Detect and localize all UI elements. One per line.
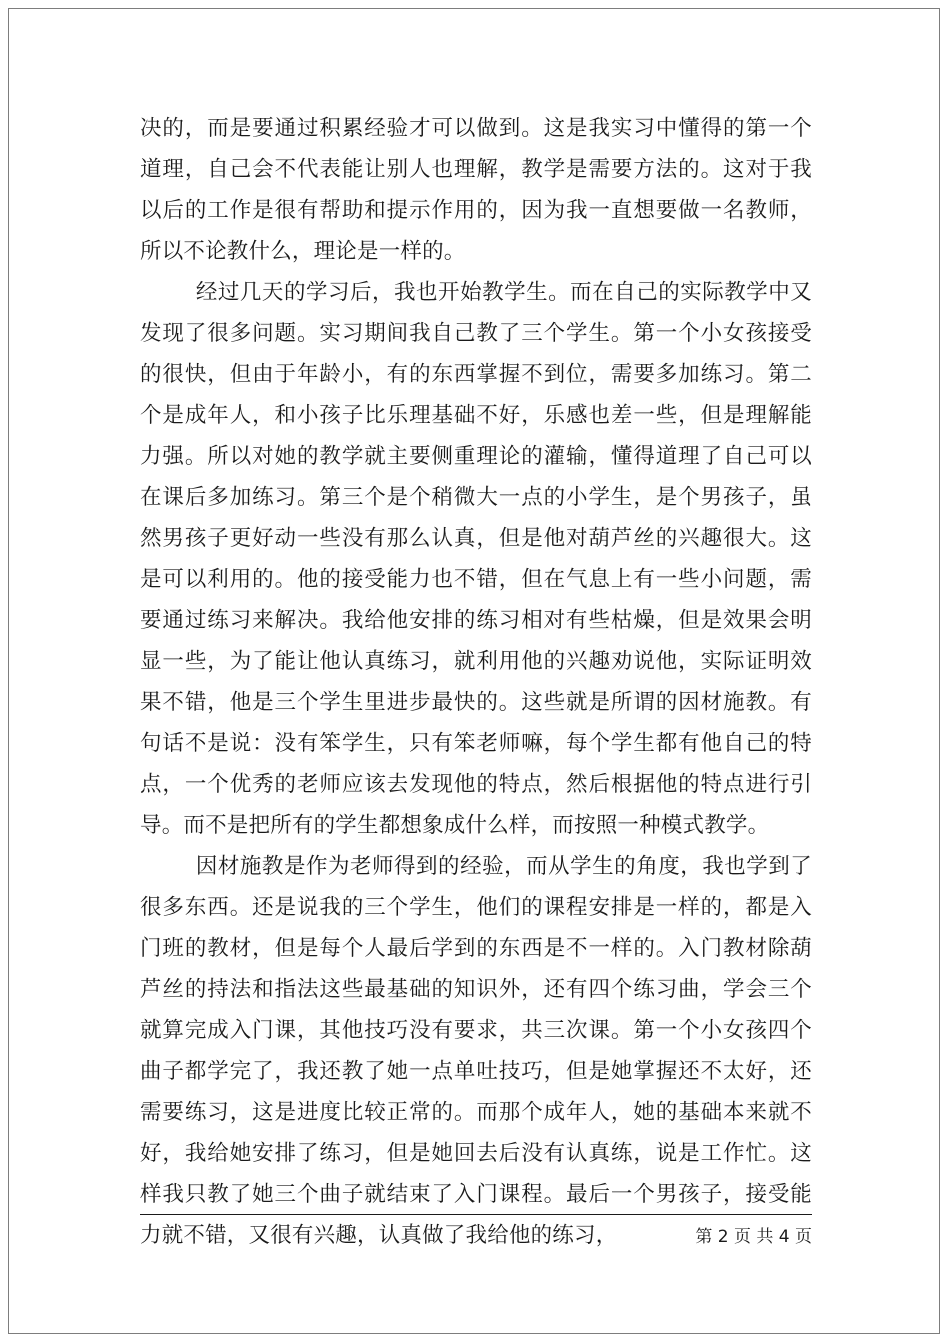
page-footer: 第 2 页 共 4 页 [695,1227,812,1247]
paragraph: 决的，而是要通过积累经验才可以做到。这是我实习中懂得的第一个道理，自己会不代表能让别人也理解，教学是需要方法的。这对于我以后的工作是很有帮助和提示作用的，因为我一直想要做一名教师，所以不论教什么，理论是一样的。 [140,116,812,264]
document-body [140,108,812,1256]
paragraph: 因材施教是作为老师得到的经验，而从学生的角度，我也学到了很多东西。还是说我的三个学生，他们的课程安排是一样的，都是入门班的教材，但是每个人最后学到的东西是不一样的。入门教材除葫芦丝的持法和指法这些最基础的知识外，还有四个练习曲，学会三个就算完成入门课，其他技巧没有要求，共三次课。第一个小女孩四个曲子都学完了，我还教了她一点单吐技巧，但是她掌握还不太好，还需要练习，这是进度比较正常的。而那个成年人，她的基础本来就不好，我给她安排了练习，但是她回去后没有认真练，说是工作忙。这样我只教了她三个曲子就结束了入门课程。最后一个男孩子，接受能力就不错，又很有兴趣，认真做了我给他的练习， [140,854,812,1248]
paragraph: 经过几天的学习后，我也开始教学生。而在自己的实际教学中又发现了很多问题。实习期间我自己教了三个学生。第一个小女孩接受的很快，但由于年龄小，有的东西掌握不到位，需要多加练习。第二个是成年人，和小孩子比乐理基础不好，乐感也差一些，但是理解能力强。所以对她的教学就主要侧重理论的灌输，懂得道理了自己可以在课后多加练习。第三个是个稍微大一点的小学生，是个男孩子，虽然男孩子更好动一些没有那么认真，但是他对葫芦丝的兴趣很大。这是可以利用的。他的接受能力也不错，但在气息上有一些小问题，需要通过练习来解决。我给他安排的练习相对有些枯燥，但是效果会明显一些，为了能让他认真练习，就利用他的兴趣劝说他，实际证明效果不错，他是三个学生里进步最快的。这些就是所谓的因材施教。有句话不是说：没有笨学生，只有笨老师嘛，每个学生都有他自己的特点，一个优秀的老师应该去发现他的特点，然后根据他的特点进行引导。而不是把所有的学生都想象成什么样，而按照一种模式教学。 [140,280,812,838]
footer-divider [140,1214,812,1215]
